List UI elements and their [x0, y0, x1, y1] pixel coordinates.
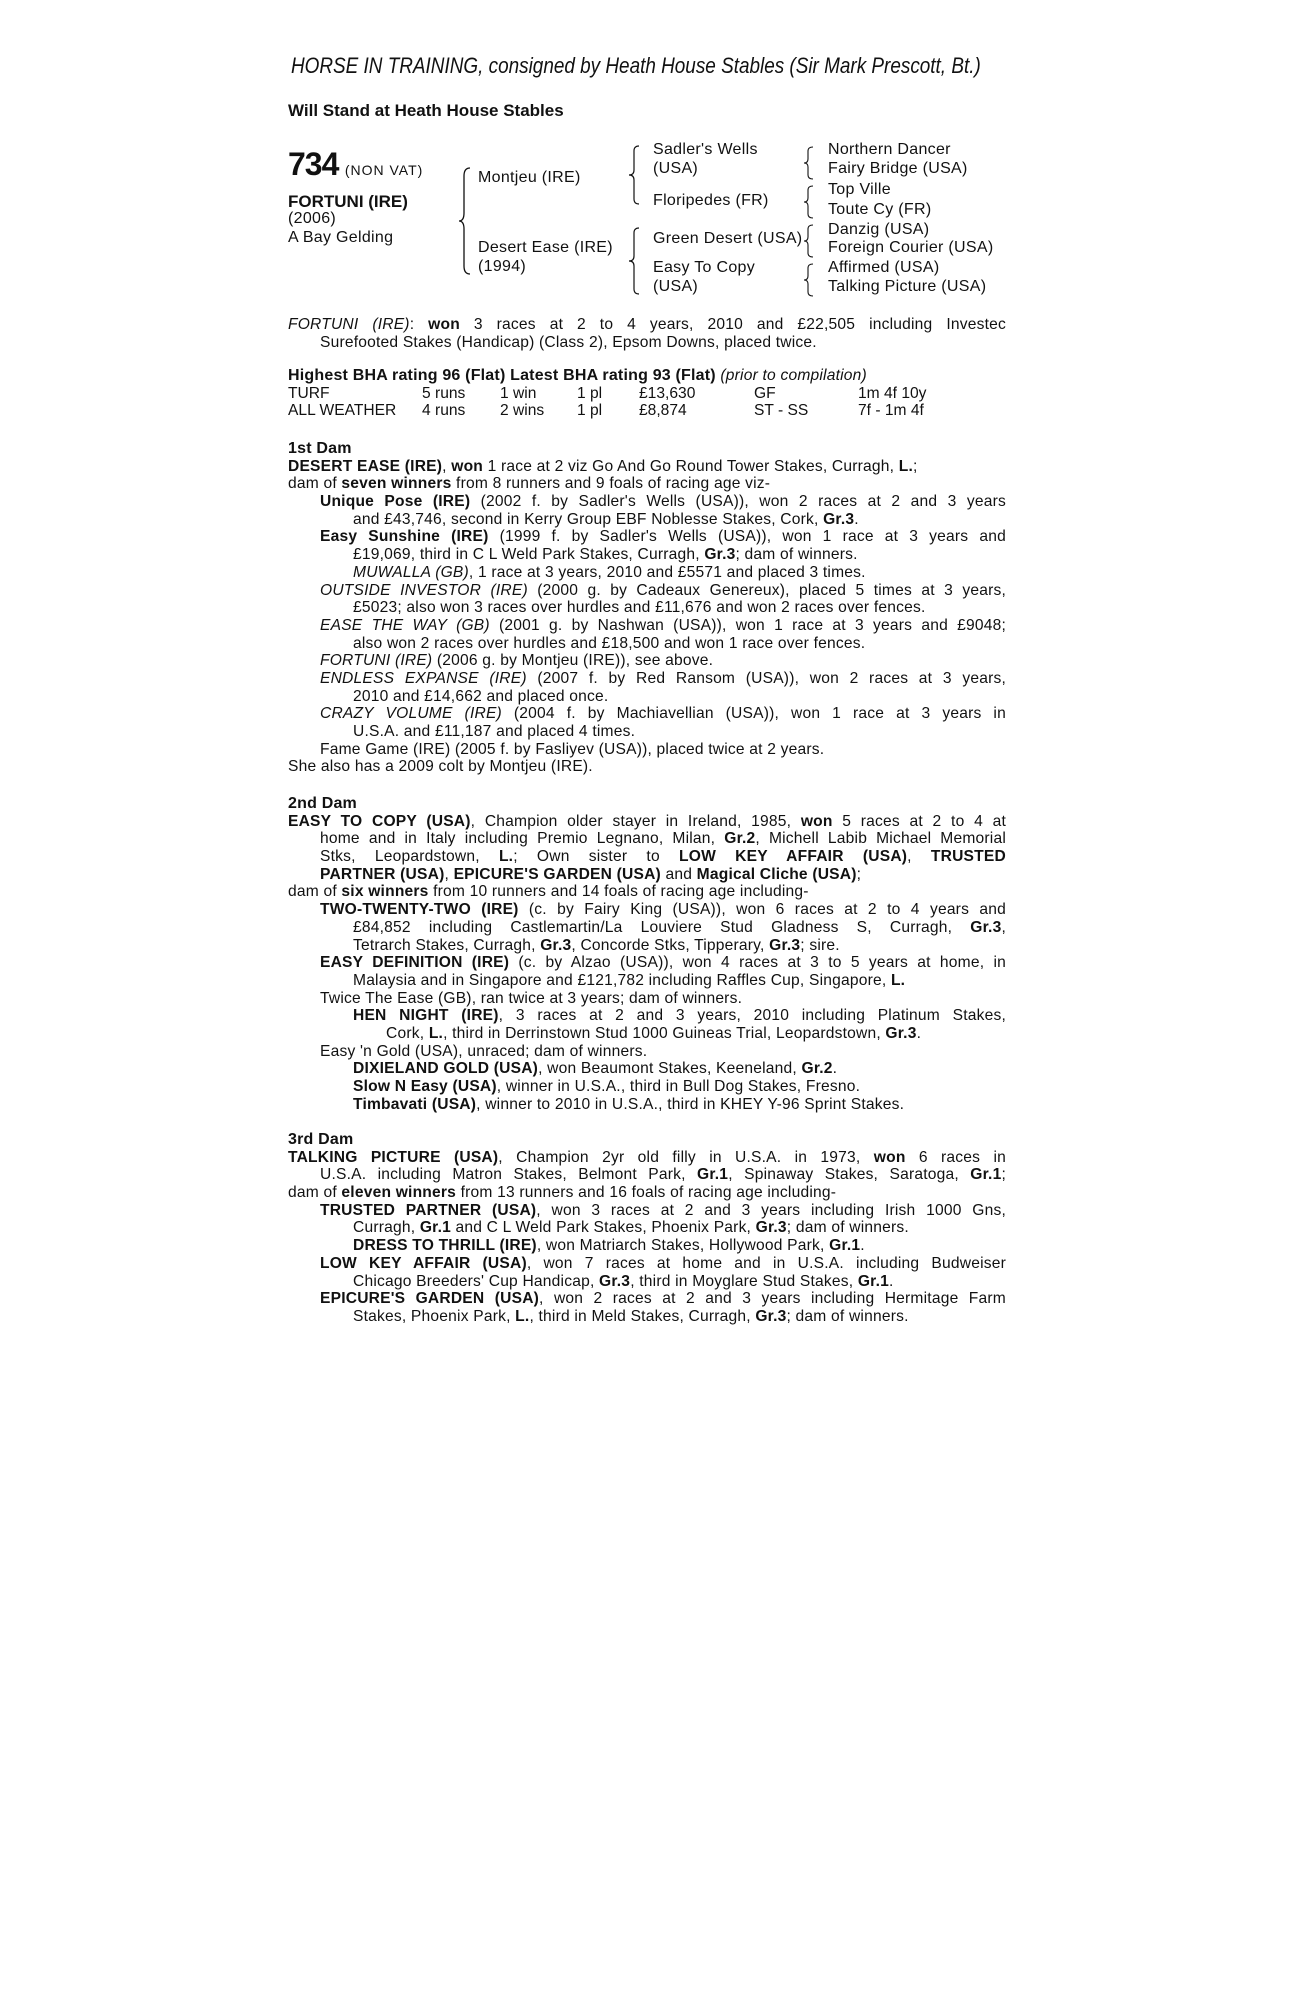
dam-line: dam of seven winners from 8 runners and 9 foals of racing age viz- — [288, 475, 771, 493]
sire-sire: Sadler's Wells — [653, 141, 758, 158]
dam-line: home and in Italy including Premio Legnano, Milan, Gr.2, Michell Labib Michael Memorial — [320, 830, 1006, 848]
dam-line: Twice The Ease (GB), ran twice at 3 years; dam of winners. — [320, 989, 743, 1007]
dam-line: and £43,746, second in Kerry Group EBF Noblesse Stakes, Cork, Gr.3. — [353, 510, 859, 528]
dam-line: U.S.A. and £11,187 and placed 4 times. — [353, 723, 636, 740]
dam-line: £84,852 including Castlemartin/La Louviere Stud Gladness S, Curragh, Gr.3, — [353, 918, 1006, 936]
dam-line: Unique Pose (IRE) (2002 f. by Sadler's Wells (USA)), won 2 races at 2 and 3 years — [320, 493, 1006, 511]
dam-line: OUTSIDE INVESTOR (IRE) (2000 g. by Cadeaux Genereux), placed 5 times at 3 years, — [320, 581, 1006, 599]
summary-horse-name: FORTUNI (IRE) — [288, 316, 410, 333]
sire-dam-brace — [458, 166, 474, 276]
dam-line: £5023; also won 3 races over hurdles and £11,676 and won 2 races over fences. — [353, 599, 926, 617]
dam-line: MUWALLA (GB), 1 race at 3 years, 2010 and £5571 and placed 3 times. — [353, 563, 866, 581]
dam-line: U.S.A. including Matron Stakes, Belmont Park, Gr.1, Spinaway Stakes, Saratoga, Gr.1; — [320, 1166, 1006, 1184]
stand-subheading: Will Stand at Heath House Stables — [288, 101, 564, 120]
dam-line: Slow N Easy (USA), winner in U.S.A., third in Bull Dog Stakes, Fresno. — [353, 1078, 861, 1095]
third-dam-section — [288, 1131, 1006, 1326]
ratings-heading: Highest BHA rating 96 (Flat) Latest BHA rating 93 (Flat) (prior to compilation) — [288, 367, 867, 384]
first-dam-section — [288, 440, 1006, 776]
dam-line: dam of six winners from 10 runners and 14 foals of racing age including- — [288, 883, 809, 901]
dam-line: EPICURE'S GARDEN (USA), won 2 races at 2 and 3 years including Hermitage Farm — [320, 1290, 1006, 1308]
dam-line: HEN NIGHT (IRE), 3 races at 2 and 3 years, 2010 including Platinum Stakes, — [353, 1007, 1007, 1025]
dam-line: Timbavati (USA), winner to 2010 in U.S.A., third in KHEY Y-96 Sprint Stakes. — [353, 1095, 905, 1113]
dam-line: also won 2 races over hurdles and £18,500 and won 1 race over fences. — [353, 634, 866, 652]
dam-line: EASY TO COPY (USA), Champion older stayer in Ireland, 1985, won 5 races at 2 to 4 at — [288, 812, 1006, 830]
third-dam-heading: 3rd Dam — [288, 1131, 354, 1148]
sss-brace — [803, 145, 815, 181]
dam-line: CRAZY VOLUME (IRE) (2004 f. by Machiavellian (USA)), won 1 race at 3 years in — [320, 705, 1006, 723]
dam-line: TALKING PICTURE (USA), Champion 2yr old filly in U.S.A. in 1973, won 6 races in — [288, 1148, 1006, 1166]
dam-line: Curragh, Gr.1 and C L Weld Park Stakes, Phoenix Park, Gr.3; dam of winners. — [353, 1219, 909, 1237]
race-summary — [288, 316, 1006, 351]
vat-status: (NON VAT) — [344, 162, 424, 178]
dam-line: Chicago Breeders' Cup Handicap, Gr.3, third in Moyglare Stud Stakes, Gr.1. — [353, 1272, 894, 1290]
summary-won: won — [428, 316, 460, 333]
dam-line: PARTNER (USA), EPICURE'S GARDEN (USA) and Magical Cliche (USA); — [320, 865, 862, 883]
dam-line: Stakes, Phoenix Park, L., third in Meld Stakes, Curragh, Gr.3; dam of winners. — [353, 1307, 909, 1325]
lot-number: 734 — [288, 146, 339, 182]
horse-description: A Bay Gelding — [288, 229, 394, 246]
sire-line-brace — [628, 144, 642, 206]
second-dam-section — [288, 795, 1006, 1113]
dam-line: £19,069, third in C L Weld Park Stakes, Curragh, Gr.3; dam of winners. — [353, 546, 858, 564]
dam-line-brace — [628, 226, 642, 296]
second-dam-heading: 2nd Dam — [288, 795, 357, 812]
sire-sire-country: (USA) — [653, 160, 699, 177]
dam-line: 2010 and £14,662 and placed once. — [353, 687, 609, 705]
dam-line: Malaysia and in Singapore and £121,782 including Raffles Cup, Singapore, L. — [353, 971, 906, 989]
dam-line: EASE THE WAY (GB) (2001 g. by Nashwan (USA)), won 1 race at 3 years and £9048; — [320, 616, 1006, 634]
sire-name: Montjeu (IRE) — [478, 169, 581, 186]
ratings-block — [288, 367, 1006, 420]
ddd-name: Talking Picture (USA) — [828, 278, 987, 295]
dam-name: Desert Ease (IRE) — [478, 239, 613, 256]
ratings-table — [288, 385, 926, 420]
dam-sire: Green Desert (USA) — [653, 230, 803, 247]
dam-line: DRESS TO THRILL (IRE), won Matriarch Stakes, Hollywood Park, Gr.1. — [353, 1237, 865, 1255]
dam-line: TWO-TWENTY-TWO (IRE) (c. by Fairy King (USA)), won 6 races at 2 to 4 years and — [320, 901, 1006, 919]
sdd-name: Toute Cy (FR) — [828, 201, 932, 218]
dam-line: dam of eleven winners from 13 runners and 16 foals of racing age including- — [288, 1184, 837, 1202]
dam-year: (1994) — [478, 258, 527, 275]
dam-line: Tetrarch Stakes, Curragh, Gr.3, Concorde Stks, Tipperary, Gr.3; sire. — [353, 936, 840, 954]
horse-name: FORTUNI (IRE) — [288, 192, 408, 211]
consignor-heading: HORSE IN TRAINING, consigned by Heath House Stables (Sir Mark Prescott, Bt.) — [291, 53, 981, 78]
table-row: ALL WEATHER 4 runs 2 wins 1 pl £8,874 ST - SS 7f - 1m 4f — [288, 402, 924, 420]
dam-line: She also has a 2009 colt by Montjeu (IRE). — [288, 758, 593, 776]
table-row: TURF 5 runs 1 win 1 pl £13,630 GF 1m 4f 10y — [288, 384, 927, 402]
dam-dam: Easy To Copy — [653, 259, 756, 276]
dss-name: Danzig (USA) — [828, 221, 930, 238]
summary-line: Surefooted Stakes (Handicap) (Class 2), Epsom Downs, placed twice. — [320, 333, 817, 351]
dam-line: TRUSTED PARTNER (USA), won 3 races at 2 and 3 years including Irish 1000 Gns, — [320, 1201, 1006, 1219]
dsd-name: Foreign Courier (USA) — [828, 239, 994, 256]
dam-line: LOW KEY AFFAIR (USA), won 7 races at home and in U.S.A. including Budweiser — [320, 1254, 1006, 1272]
dam-line: Easy Sunshine (IRE) (1999 f. by Sadler's Wells (USA)), won 1 race at 3 years and — [320, 528, 1006, 546]
dam-line: Fame Game (IRE) (2005 f. by Fasliyev (USA)), placed twice at 2 years. — [320, 740, 825, 758]
summary-line: FORTUNI (IRE): won 3 races at 2 to 4 years, 2010 and £22,505 including Investec — [288, 316, 1007, 333]
dam-line: FORTUNI (IRE) (2006 g. by Montjeu (IRE)), see above. — [320, 652, 714, 670]
first-dam-heading: 1st Dam — [288, 440, 352, 457]
sds-name: Top Ville — [828, 181, 891, 198]
dam-line: EASY DEFINITION (IRE) (c. by Alzao (USA)), won 4 races at 3 to 5 years at home, in — [320, 954, 1006, 972]
horse-year: (2006) — [288, 210, 337, 227]
dam-line: Stks, Leopardstown, L.; Own sister to LOW KEY AFFAIR (USA), TRUSTED — [320, 848, 1006, 866]
dam-line: Cork, L., third in Derrinstown Stud 1000 Guineas Trial, Leopardstown, Gr.3. — [386, 1024, 922, 1042]
dam-dam-country: (USA) — [653, 278, 699, 295]
sire-dam: Floripedes (FR) — [653, 192, 769, 209]
dss-brace — [803, 223, 815, 259]
dam-line: DIXIELAND GOLD (USA), won Beaumont Stakes, Keeneland, Gr.2. — [353, 1060, 838, 1078]
dam-line: ENDLESS EXPANSE (IRE) (2007 f. by Red Ransom (USA)), won 2 races at 3 years, — [320, 669, 1006, 687]
lot-number-block — [288, 146, 423, 183]
dds-brace — [803, 262, 815, 298]
dam-line: DESERT EASE (IRE), won 1 race at 2 viz Go And Go Round Tower Stakes, Curragh, L.; — [288, 457, 918, 475]
dam-line: Easy 'n Gold (USA), unraced; dam of winners. — [320, 1042, 648, 1060]
dds-name: Affirmed (USA) — [828, 259, 940, 276]
sss-name: Northern Dancer — [828, 141, 951, 158]
ssd-name: Fairy Bridge (USA) — [828, 160, 968, 177]
sds-brace — [803, 184, 815, 220]
